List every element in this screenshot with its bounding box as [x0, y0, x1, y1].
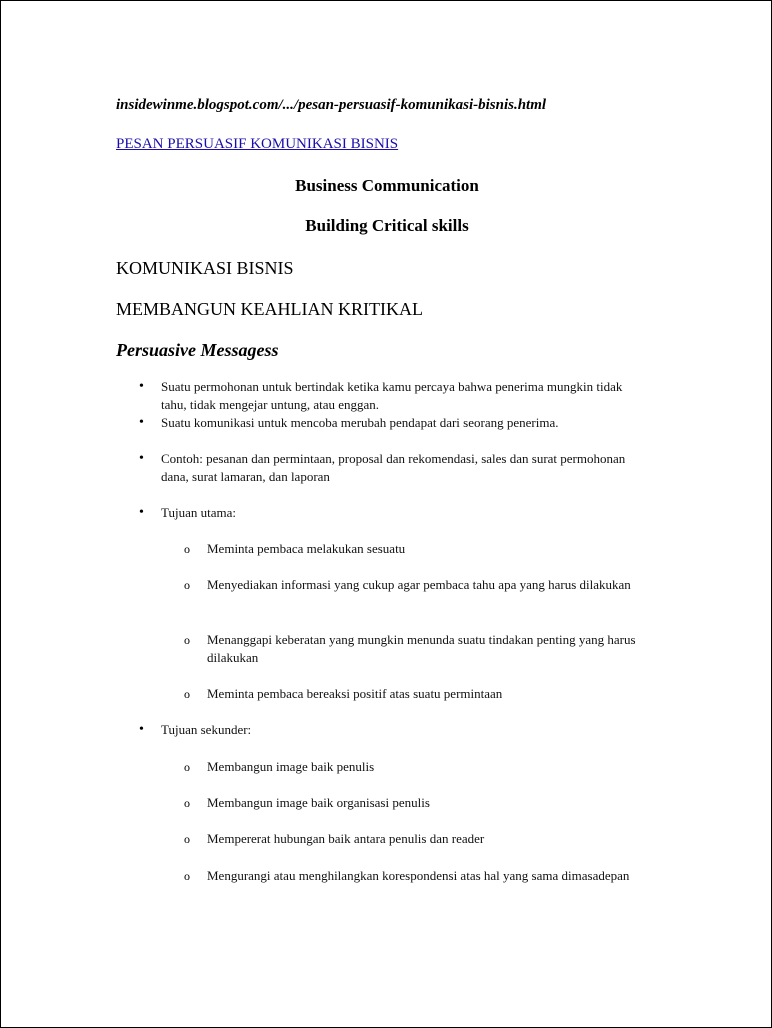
- source-url: insidewinme.blogspot.com/.../pesan-persuasif-komunikasi-bisnis.html: [116, 97, 547, 113]
- list-item: Meminta pembaca melakukan sesuatu: [207, 541, 406, 556]
- list-item: Meminta pembaca bereaksi positif atas suatu permintaan: [207, 686, 503, 701]
- sub-bullet-icon: o: [184, 760, 190, 774]
- bullet-icon: •: [139, 722, 144, 737]
- list-item: Membangun image baik organisasi penulis: [207, 795, 430, 810]
- sub-bullet-icon: o: [184, 542, 190, 556]
- section-heading-persuasive: Persuasive Messagess: [116, 340, 279, 360]
- list-item: Mengurangi atau menghilangkan korespondensi atas hal yang sama dimasadepan: [207, 868, 630, 883]
- article-title-link[interactable]: PESAN PERSUASIF KOMUNIKASI BISNIS: [116, 136, 399, 152]
- doc-subtitle: Building Critical skills: [305, 216, 469, 235]
- list-item: Tujuan sekunder:: [161, 722, 252, 737]
- list-item: Suatu komunikasi untuk mencoba merubah pendapat dari seorang penerima.: [161, 415, 559, 430]
- sub-bullet-icon: o: [184, 832, 190, 846]
- bullet-icon: •: [139, 379, 144, 394]
- sub-bullet-icon: o: [184, 796, 190, 810]
- list-item: Menyediakan informasi yang cukup agar pembaca tahu apa yang harus dilakukan: [207, 577, 631, 592]
- list-item: Contoh: pesanan dan permintaan, proposal dan rekomendasi, sales dan surat permohonan dana, surat lamaran, dan laporan: [161, 451, 626, 484]
- list-item: Membangun image baik penulis: [207, 759, 375, 774]
- doc-title: Business Communication: [295, 176, 479, 195]
- sub-bullet-icon: o: [184, 578, 190, 592]
- sub-bullet-icon: o: [184, 869, 190, 883]
- list-item: Mempererat hubungan baik antara penulis dan reader: [207, 831, 485, 846]
- sub-bullet-icon: o: [184, 633, 190, 647]
- sub-bullet-icon: o: [184, 687, 190, 701]
- list-item: Suatu permohonan untuk bertindak ketika kamu percaya bahwa penerima mungkin tidak tahu, tidak mengejar untung, atau enggan.: [161, 379, 623, 412]
- list-item: Tujuan utama:: [161, 505, 236, 520]
- bullet-icon: •: [139, 415, 144, 430]
- section-heading-komunikasi: KOMUNIKASI BISNIS: [116, 258, 294, 278]
- bullet-icon: •: [139, 451, 144, 466]
- section-heading-membangun: MEMBANGUN KEAHLIAN KRITIKAL: [116, 299, 423, 319]
- list-item: Menanggapi keberatan yang mungkin menunda suatu tindakan penting yang harus dilakukan: [207, 632, 636, 665]
- bullet-icon: •: [139, 505, 144, 520]
